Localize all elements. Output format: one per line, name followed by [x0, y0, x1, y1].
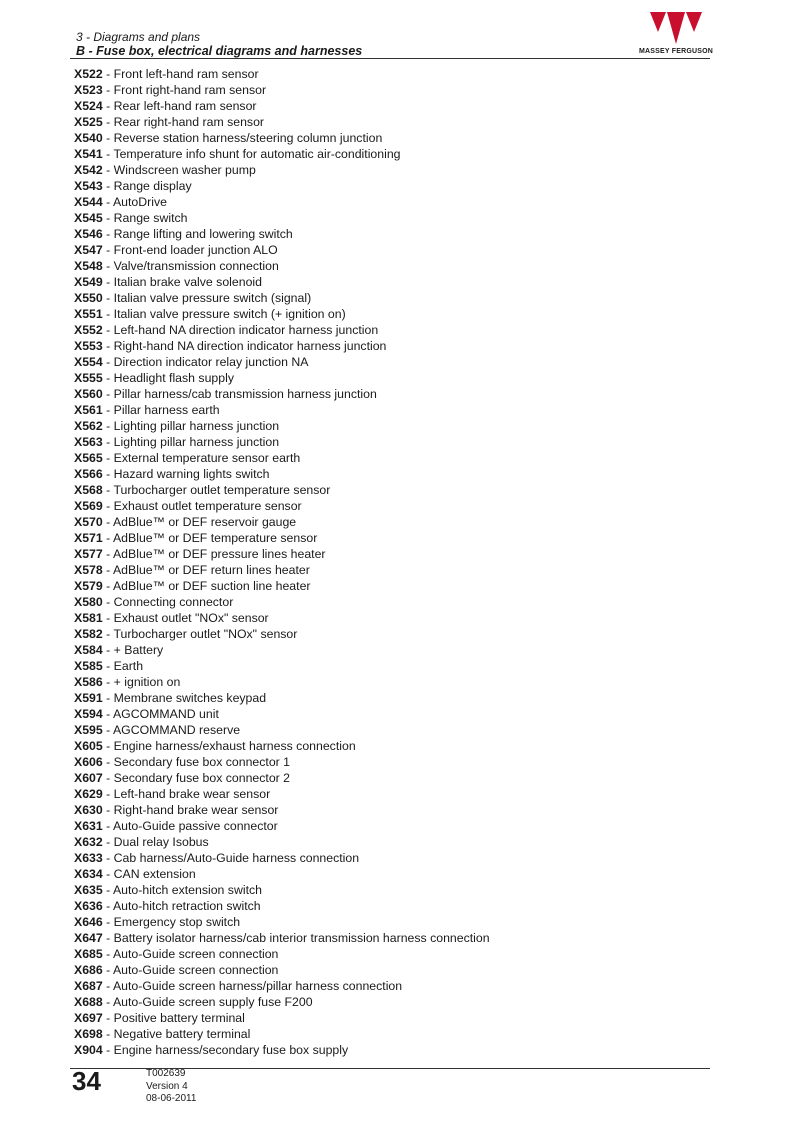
connector-description: Valve/transmission connection — [113, 259, 279, 273]
connector-code: X607 — [74, 771, 103, 785]
connector-description: CAN extension — [113, 867, 196, 881]
connector-description: Headlight flash supply — [113, 371, 234, 385]
subsection-title: B - Fuse box, electrical diagrams and harnesses — [76, 44, 363, 58]
connector-code: X552 — [74, 323, 103, 337]
list-item — [74, 658, 490, 674]
connector-code: X561 — [74, 403, 103, 417]
list-item — [74, 466, 490, 482]
connector-code: X545 — [74, 211, 103, 225]
connector-code: X686 — [74, 963, 103, 977]
separator: - — [102, 659, 114, 673]
list-item — [74, 306, 490, 322]
connector-description: AGCOMMAND unit — [112, 707, 219, 721]
logo-triangle-1 — [650, 12, 666, 32]
connector-code: X565 — [74, 451, 103, 465]
connector-code: X585 — [74, 659, 103, 673]
separator: - — [102, 451, 114, 465]
connector-code: X631 — [74, 819, 103, 833]
list-item — [74, 418, 490, 434]
logo-triangle-3 — [686, 12, 702, 32]
separator: - — [102, 467, 114, 481]
separator: - — [102, 547, 113, 561]
connector-list — [74, 66, 490, 1058]
connector-code: X562 — [74, 419, 103, 433]
connector-code: X551 — [74, 307, 103, 321]
connector-code: X525 — [74, 115, 103, 129]
connector-description: Front left-hand ram sensor — [113, 67, 259, 81]
connector-code: X547 — [74, 243, 103, 257]
separator: - — [102, 339, 114, 353]
connector-description: Earth — [113, 659, 144, 673]
list-item — [74, 962, 490, 978]
connector-code: X579 — [74, 579, 103, 593]
connector-code: X542 — [74, 163, 103, 177]
connector-code: X586 — [74, 675, 103, 689]
separator: - — [102, 963, 113, 977]
connector-description: + Battery — [113, 643, 164, 657]
list-item — [74, 546, 490, 562]
list-item — [74, 290, 490, 306]
separator: - — [102, 643, 114, 657]
list-item — [74, 754, 490, 770]
connector-code: X540 — [74, 131, 103, 145]
separator: - — [102, 611, 114, 625]
connector-description: Italian valve pressure switch (+ ignition on) — [113, 307, 346, 321]
separator: - — [102, 195, 113, 209]
connector-code: X584 — [74, 643, 103, 657]
list-item — [74, 722, 490, 738]
connector-description: Engine harness/secondary fuse box supply — [113, 1043, 349, 1057]
separator: - — [102, 931, 114, 945]
connector-description: Positive battery terminal — [113, 1011, 245, 1025]
separator: - — [102, 867, 114, 881]
connector-code: X581 — [74, 611, 103, 625]
separator: - — [102, 499, 114, 513]
connector-description: Rear left-hand ram sensor — [113, 99, 257, 113]
list-item — [74, 978, 490, 994]
list-item — [74, 386, 490, 402]
list-item — [74, 674, 490, 690]
list-item — [74, 818, 490, 834]
separator: - — [102, 595, 114, 609]
connector-code: X554 — [74, 355, 103, 369]
separator: - — [102, 627, 114, 641]
connector-code: X553 — [74, 339, 103, 353]
connector-description: Right-hand brake wear sensor — [113, 803, 279, 817]
separator: - — [102, 259, 114, 273]
list-item — [74, 402, 490, 418]
connector-description: Range display — [113, 179, 192, 193]
separator: - — [102, 851, 114, 865]
list-item — [74, 162, 490, 178]
connector-description: Rear right-hand ram sensor — [113, 115, 265, 129]
connector-description: Emergency stop switch — [113, 915, 241, 929]
connector-description: Hazard warning lights switch — [113, 467, 270, 481]
connector-code: X606 — [74, 755, 103, 769]
connector-description: Direction indicator relay junction NA — [113, 355, 309, 369]
list-item — [74, 146, 490, 162]
connector-code: X633 — [74, 851, 103, 865]
list-item — [74, 594, 490, 610]
list-item — [74, 834, 490, 850]
list-item — [74, 738, 490, 754]
list-item — [74, 786, 490, 802]
separator: - — [102, 819, 113, 833]
separator: - — [102, 115, 114, 129]
connector-description: Auto-hitch extension switch — [112, 883, 262, 897]
connector-code: X646 — [74, 915, 103, 929]
connector-code: X904 — [74, 1043, 103, 1057]
list-item — [74, 930, 490, 946]
connector-code: X647 — [74, 931, 103, 945]
connector-description: Secondary fuse box connector 2 — [113, 771, 291, 785]
document-reference: T002639 — [146, 1068, 186, 1079]
connector-description: AdBlue™ or DEF pressure lines heater — [112, 547, 326, 561]
connector-code: X524 — [74, 99, 103, 113]
connector-description: Reverse station harness/steering column junction — [113, 131, 383, 145]
connector-description: Left-hand brake wear sensor — [113, 787, 271, 801]
list-item — [74, 210, 490, 226]
list-item — [74, 82, 490, 98]
connector-code: X634 — [74, 867, 103, 881]
connector-code: X578 — [74, 563, 103, 577]
connector-code: X594 — [74, 707, 103, 721]
connector-description: Exhaust outlet temperature sensor — [113, 499, 302, 513]
list-item — [74, 354, 490, 370]
connector-code: X636 — [74, 899, 103, 913]
list-item — [74, 258, 490, 274]
list-item — [74, 338, 490, 354]
connector-description: Left-hand NA direction indicator harness junction — [113, 323, 379, 337]
separator: - — [102, 419, 114, 433]
list-item — [74, 450, 490, 466]
header-divider — [70, 58, 710, 59]
separator: - — [102, 899, 113, 913]
connector-description: AdBlue™ or DEF suction line heater — [112, 579, 311, 593]
connector-description: Connecting connector — [113, 595, 234, 609]
connector-code: X546 — [74, 227, 103, 241]
separator: - — [102, 227, 114, 241]
connector-code: X595 — [74, 723, 103, 737]
connector-code: X630 — [74, 803, 103, 817]
connector-description: Membrane switches keypad — [113, 691, 267, 705]
connector-code: X688 — [74, 995, 103, 1009]
list-item — [74, 914, 490, 930]
connector-code: X550 — [74, 291, 103, 305]
list-item — [74, 514, 490, 530]
connector-description: + ignition on — [113, 675, 181, 689]
footer-info — [146, 1068, 196, 1106]
separator: - — [102, 883, 113, 897]
list-item — [74, 898, 490, 914]
document-version: Version 4 — [146, 1080, 188, 1092]
list-item — [74, 1010, 490, 1026]
list-item — [74, 66, 490, 82]
list-item — [74, 322, 490, 338]
list-item — [74, 706, 490, 722]
list-item — [74, 882, 490, 898]
list-item — [74, 850, 490, 866]
connector-code: X605 — [74, 739, 103, 753]
separator: - — [102, 387, 114, 401]
connector-description: Front right-hand ram sensor — [113, 83, 267, 97]
list-item — [74, 770, 490, 786]
separator: - — [102, 915, 114, 929]
connector-description: Exhaust outlet "NOx" sensor — [113, 611, 269, 625]
connector-description: External temperature sensor earth — [113, 451, 301, 465]
separator: - — [102, 691, 114, 705]
connector-description: Windscreen washer pump — [113, 163, 256, 177]
logo-triangle-2 — [667, 12, 685, 44]
separator: - — [102, 723, 113, 737]
separator: - — [102, 995, 113, 1009]
connector-description: Lighting pillar harness junction — [113, 435, 280, 449]
connector-code: X560 — [74, 387, 103, 401]
connector-code: X549 — [74, 275, 103, 289]
connector-description: Temperature info shunt for automatic air-conditioning — [113, 147, 401, 161]
connector-description: Cab harness/Auto-Guide harness connection — [113, 851, 360, 865]
list-item — [74, 242, 490, 258]
separator: - — [102, 83, 114, 97]
connector-code: X591 — [74, 691, 103, 705]
connector-description: Italian brake valve solenoid — [113, 275, 262, 289]
list-item — [74, 578, 490, 594]
connector-description: Turbocharger outlet "NOx" sensor — [113, 627, 298, 641]
connector-code: X571 — [74, 531, 103, 545]
connector-code: X687 — [74, 979, 103, 993]
separator: - — [102, 1027, 114, 1041]
connector-code: X580 — [74, 595, 103, 609]
connector-description: Auto-Guide passive connector — [112, 819, 278, 833]
connector-description: Pillar harness earth — [113, 403, 220, 417]
separator: - — [102, 275, 114, 289]
separator: - — [102, 675, 114, 689]
list-item — [74, 1042, 490, 1058]
separator: - — [102, 435, 114, 449]
section-title: 3 - Diagrams and plans — [76, 30, 201, 44]
connector-code: X629 — [74, 787, 103, 801]
separator: - — [102, 243, 114, 257]
list-item — [74, 610, 490, 626]
connector-code: X698 — [74, 1027, 103, 1041]
connector-description: Dual relay Isobus — [113, 835, 209, 849]
separator: - — [102, 947, 113, 961]
connector-code: X555 — [74, 371, 103, 385]
connector-code: X543 — [74, 179, 103, 193]
separator: - — [102, 371, 114, 385]
connector-description: AGCOMMAND reserve — [112, 723, 241, 737]
list-item — [74, 274, 490, 290]
list-item — [74, 130, 490, 146]
connector-description: Auto-Guide screen connection — [112, 963, 279, 977]
separator: - — [102, 771, 114, 785]
connector-description: Auto-Guide screen supply fuse F200 — [112, 995, 313, 1009]
connector-description: Battery isolator harness/cab interior transmission harness connection — [113, 931, 490, 945]
connector-description: Negative battery terminal — [113, 1027, 251, 1041]
separator: - — [102, 979, 113, 993]
list-item — [74, 802, 490, 818]
separator: - — [102, 163, 114, 177]
connector-description: Range switch — [113, 211, 188, 225]
separator: - — [102, 707, 113, 721]
list-item — [74, 194, 490, 210]
triple-triangle-logo-icon — [648, 10, 704, 46]
connector-code: X548 — [74, 259, 103, 273]
separator: - — [102, 291, 114, 305]
list-item — [74, 1026, 490, 1042]
connector-code: X685 — [74, 947, 103, 961]
list-item — [74, 642, 490, 658]
list-item — [74, 562, 490, 578]
connector-description: Secondary fuse box connector 1 — [113, 755, 291, 769]
logo-text: MASSEY FERGUSON — [638, 48, 714, 55]
separator: - — [102, 323, 114, 337]
connector-description: Range lifting and lowering switch — [113, 227, 293, 241]
separator: - — [102, 307, 114, 321]
separator: - — [102, 803, 114, 817]
list-item — [74, 530, 490, 546]
connector-description: Turbocharger outlet temperature sensor — [113, 483, 331, 497]
connector-description: AutoDrive — [112, 195, 167, 209]
separator: - — [102, 211, 114, 225]
separator: - — [102, 67, 114, 81]
page-number: 34 — [72, 1066, 101, 1096]
document-date: 08-06-2011 — [146, 1093, 197, 1104]
connector-code: X541 — [74, 147, 103, 161]
separator: - — [102, 99, 114, 113]
connector-code: X577 — [74, 547, 103, 561]
separator: - — [102, 739, 114, 753]
list-item — [74, 114, 490, 130]
connector-description: AdBlue™ or DEF reservoir gauge — [112, 515, 297, 529]
connector-code: X570 — [74, 515, 103, 529]
separator: - — [102, 483, 114, 497]
connector-description: Front-end loader junction ALO — [113, 243, 278, 257]
connector-code: X566 — [74, 467, 103, 481]
connector-description: Auto-Guide screen harness/pillar harness connection — [112, 979, 403, 993]
connector-code: X632 — [74, 835, 103, 849]
list-item — [74, 994, 490, 1010]
connector-description: Right-hand NA direction indicator harness junction — [113, 339, 387, 353]
connector-code: X563 — [74, 435, 103, 449]
list-item — [74, 482, 490, 498]
connector-code: X635 — [74, 883, 103, 897]
list-item — [74, 690, 490, 706]
separator: - — [102, 147, 114, 161]
connector-description: Italian valve pressure switch (signal) — [113, 291, 312, 305]
connector-description: Engine harness/exhaust harness connection — [113, 739, 356, 753]
massey-ferguson-logo — [636, 10, 716, 60]
connector-description: AdBlue™ or DEF return lines heater — [112, 563, 310, 577]
list-item — [74, 98, 490, 114]
list-item — [74, 226, 490, 242]
connector-code: X568 — [74, 483, 103, 497]
list-item — [74, 434, 490, 450]
connector-code: X523 — [74, 83, 103, 97]
separator: - — [102, 579, 113, 593]
connector-description: Auto-hitch retraction switch — [112, 899, 261, 913]
list-item — [74, 946, 490, 962]
separator: - — [102, 403, 114, 417]
separator: - — [102, 131, 114, 145]
separator: - — [102, 531, 113, 545]
connector-description: AdBlue™ or DEF temperature sensor — [112, 531, 318, 545]
list-item — [74, 498, 490, 514]
separator: - — [102, 179, 114, 193]
separator: - — [102, 1043, 114, 1057]
separator: - — [102, 835, 114, 849]
connector-description: Pillar harness/cab transmission harness junction — [113, 387, 377, 401]
separator: - — [102, 355, 114, 369]
connector-code: X522 — [74, 67, 103, 81]
connector-description: Auto-Guide screen connection — [112, 947, 279, 961]
separator: - — [102, 1011, 114, 1025]
connector-code: X697 — [74, 1011, 103, 1025]
separator: - — [102, 787, 114, 801]
connector-description: Lighting pillar harness junction — [113, 419, 280, 433]
connector-code: X582 — [74, 627, 103, 641]
separator: - — [102, 563, 113, 577]
list-item — [74, 626, 490, 642]
connector-code: X569 — [74, 499, 103, 513]
list-item — [74, 370, 490, 386]
list-item — [74, 866, 490, 882]
connector-code: X544 — [74, 195, 103, 209]
separator: - — [102, 755, 114, 769]
list-item — [74, 178, 490, 194]
separator: - — [102, 515, 113, 529]
